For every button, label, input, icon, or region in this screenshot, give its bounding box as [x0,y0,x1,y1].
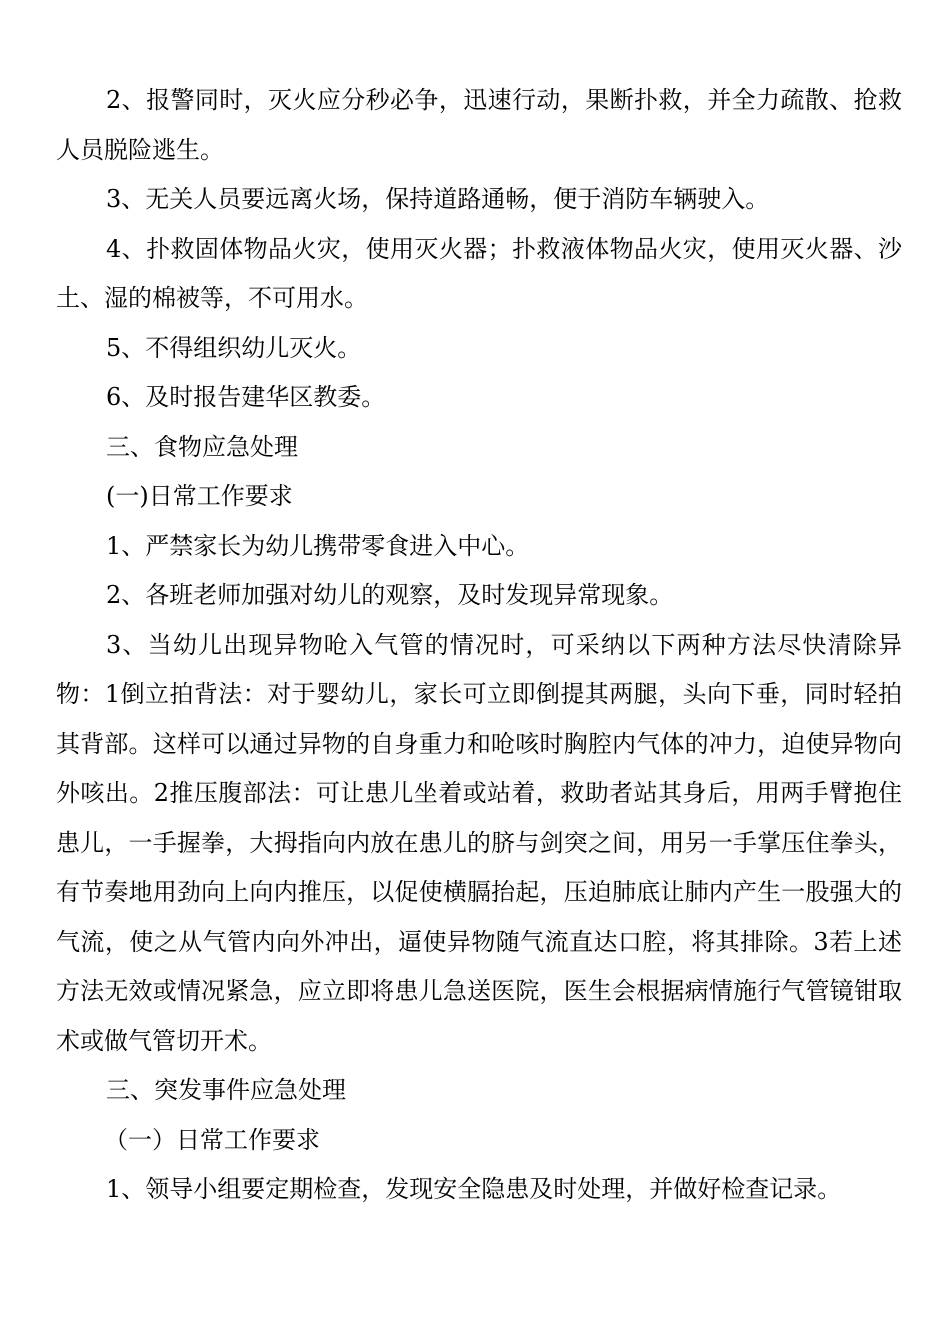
subsection-heading-daily-food: (一)日常工作要求 [106,482,293,510]
paragraph-leadership-inspection: 1、领导小组要定期检查，发现安全隐患及时处理，并做好检查记录。 [106,1175,842,1203]
paragraph-no-snacks: 1、严禁家长为幼儿携带零食进入中心。 [106,531,530,560]
paragraph-clear-road: 3、无关人员要远离火场，保持道路通畅，便于消防车辆驶入。 [106,185,770,213]
section-heading-emergency: 三、突发事件应急处理 [106,1076,346,1104]
document-body [56,76,902,1215]
paragraph-observe-children: 2、各班老师加强对幼儿的观察，及时发现异常现象。 [106,581,674,609]
subsection-heading-daily-emergency: （一）日常工作要求 [104,1125,320,1154]
paragraph-fire-report: 2、报警同时，灭火应分秒必争，迅速行动，果断扑救，并全力疏散、抢救人员脱险逃生。 [56,86,902,164]
paragraph-extinguish-method: 4、扑救固体物品火灾，使用灭火器；扑救液体物品火灾，使用灭火器、沙土、湿的棉被等，不可用水。 [56,234,902,312]
section-heading-food: 三、食物应急处理 [106,432,298,461]
paragraph-airway-foreign-body: 3、当幼儿出现异物呛入气管的情况时，可采纳以下两种方法尽快清除异物：1倒立拍背法：对于婴幼儿，家长可立即倒提其两腿，头向下垂，同时轻拍其背部。这样可以通过异物的自身重力和呛咳时胸腔内气体的冲力，迫使异物向外咳出。2推压腹部法：可让患儿坐着或站着，救助者站其身后，用两手臂抱住患儿，一手握拳，大拇指向内放在患儿的脐与剑突之间，用另一手掌压住拳头，有节奏地用劲向上向内推压，以促使横膈抬起，压迫肺底让肺内产生一股强大的气流，使之从气管内向外冲出，逼使异物随气流直达口腔，将其排除。3若上述方法无效或情况紧急，应立即将患儿急送医院，医生会根据病情施行气管镜钳取术或做气管切开术。 [56,630,902,1055]
paragraph-no-children: 5、不得组织幼儿灭火。 [106,333,362,362]
paragraph-report-committee: 6、及时报告建华区教委。 [106,383,386,411]
